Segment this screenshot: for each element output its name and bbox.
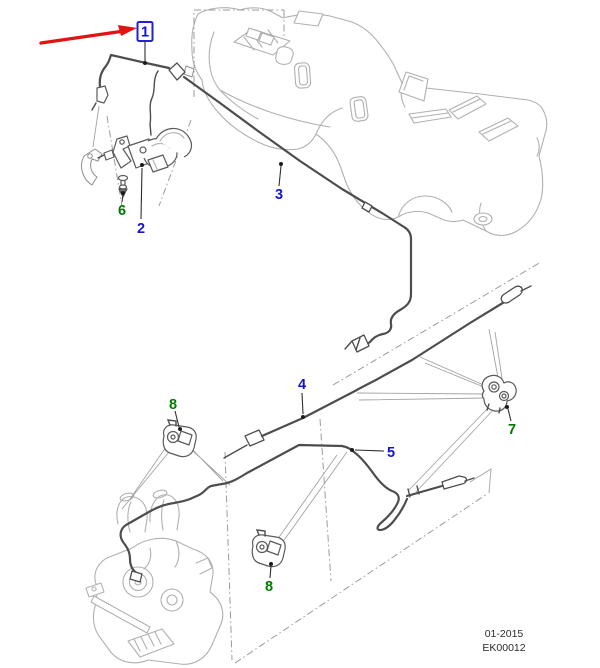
fuel-line-5-end-connector [130, 571, 142, 582]
fitting-to-bracket-line [93, 106, 99, 147]
tank-top-plate [294, 11, 323, 26]
fuel-line-1-connector [169, 63, 185, 80]
callout-7[interactable]: 7 [507, 422, 517, 438]
part-8-clip-upper[interactable] [163, 420, 196, 457]
plane-corner-mark [470, 469, 491, 493]
pointer-arrow-shaft [41, 31, 124, 43]
callout-4[interactable]: 4 [297, 377, 307, 393]
callout-2[interactable]: 2 [136, 221, 146, 237]
part-2-pump[interactable] [98, 128, 191, 172]
footer-code: EK00012 [482, 642, 526, 654]
engine-strip [91, 596, 150, 633]
fuel-line-4-tail [224, 445, 247, 458]
fuel-line-4[interactable] [224, 286, 531, 458]
fuel-line-5-branch [407, 486, 442, 496]
zone-box-connector [184, 66, 194, 77]
callout-1[interactable]: 1 [140, 24, 150, 41]
callout-leaders [121, 41, 511, 578]
tank-strap-a [449, 96, 486, 119]
tank-strap-b [479, 118, 518, 141]
fuel-line-4-end-connector [501, 286, 522, 303]
footer-date: 01-2015 [484, 628, 524, 640]
engine-rib-bracket [128, 629, 174, 657]
engine-plate [86, 583, 104, 597]
fuel-line-3-clip [362, 202, 372, 212]
section-line-vertical-2 [320, 419, 331, 581]
callout-6[interactable]: 6 [117, 203, 127, 219]
footer [482, 628, 525, 654]
fuel-line-5[interactable] [121, 445, 474, 582]
tank-flap [399, 72, 428, 101]
pointer-arrow-head [118, 25, 137, 36]
fuel-line-4-path[interactable] [262, 301, 506, 436]
tank-drain-cap [474, 213, 492, 225]
mount-bracket-hole [88, 154, 93, 159]
fuel-line-5-clips [408, 486, 419, 497]
section-line-upper [333, 262, 541, 385]
part-7-clamp[interactable] [482, 375, 516, 413]
fuel-line-4-connector [245, 430, 264, 446]
callout-3[interactable]: 3 [274, 187, 284, 203]
engine-detail-lines [144, 541, 212, 574]
pointer-arrow [41, 25, 137, 43]
fuel-line-1-end-tip [92, 103, 96, 110]
callout-8-lower[interactable]: 8 [264, 579, 274, 595]
engine-assembly-outline [86, 489, 223, 665]
engine-pulley2 [161, 589, 183, 611]
fuel-line-1-end-fitting [97, 86, 108, 103]
fuel-line-5-nozzle [442, 476, 466, 489]
tank-filler-fitting [276, 47, 293, 65]
callout-5[interactable]: 5 [386, 445, 396, 461]
fuel-line-1-branch [150, 71, 158, 135]
callout-8-upper[interactable]: 8 [168, 397, 178, 413]
fuel-line-3-path[interactable] [184, 77, 411, 346]
engine-pulley2-hub [167, 595, 177, 605]
